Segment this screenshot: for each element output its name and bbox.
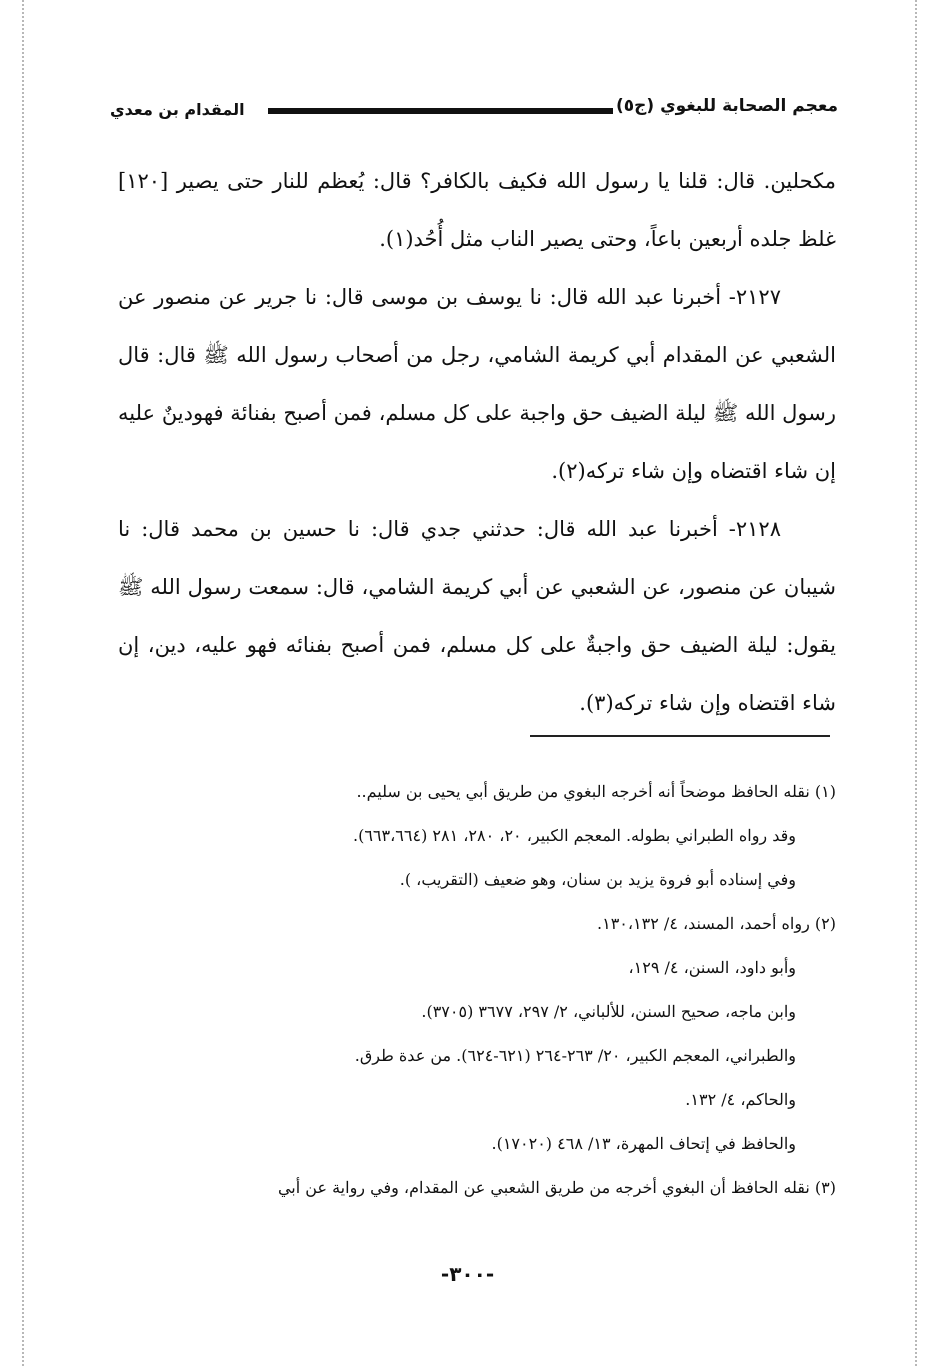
footnote-1-line-2: وقد رواه الطبراني بطوله. المعجم الكبير، ٢٠، ٢٨٠، ٢٨١ (٦٦٣،٦٦٤). xyxy=(353,826,796,845)
header-chapter-title: المقدام بن معدي xyxy=(110,100,245,119)
footnote-separator xyxy=(530,735,830,737)
footnote-1-line-3: وفي إسناده أبو فروة يزيد بن سنان، وهو ضعيف (التقريب، ). xyxy=(399,870,796,889)
running-header xyxy=(110,96,838,136)
footnote-3: (٣) نقله الحافظ أن البغوي أخرجه من طريق الشعبي عن المقدام، وفي رواية عن أبي xyxy=(277,1178,836,1197)
footnote-1: (١) نقله الحافظ موضحاً أنه أخرجه البغوي من طريق أبي يحيى بن سليم.. xyxy=(356,782,836,801)
main-text xyxy=(118,152,836,732)
footnotes xyxy=(150,770,836,1210)
paragraph-2128: ٢١٢٨- أخبرنا عبد الله قال: حدثني جدي قال: نا حسين بن محمد قال: نا شيبان عن منصور، عن الشعبي عن أبي كريمة الشامي، قال: سمعت رسول الله ﷺ يقول: ليلة الضيف حق واجبةٌ على كل مسلم، فمن أصبح بفنائه فهو عليه، دين، إن شاء اقتضاه وإن شاء تركه(٣). xyxy=(118,517,836,715)
scan-edge-left xyxy=(22,0,24,1366)
header-rule xyxy=(268,108,613,114)
page-number: -٣٠٠- xyxy=(440,1262,495,1286)
header-book-title: معجم الصحابة للبغوي (ج٥) xyxy=(615,96,838,116)
footnote-2-line-4: والطبراني، المعجم الكبير، ٢٠/ ٢٦٣-٢٦٤ (٦٢١-٦٢٤). من عدة طرق. xyxy=(354,1046,796,1065)
footnote-2-line-6: والحافظ في إتحاف المهرة، ١٣/ ٤٦٨ (١٧٠٢٠). xyxy=(491,1134,796,1153)
footnote-2-line-3: وابن ماجه، صحيح السنن، للألباني، ٢/ ٢٩٧، ٣٦٧٧ (٣٧٠٥). xyxy=(421,1002,796,1021)
footnote-2-line-2: وأبو داود، السنن، ٤/ ١٢٩، xyxy=(628,958,796,977)
scan-edge-right xyxy=(915,0,917,1366)
paragraph-1: مكحلين. قال: قلنا يا رسول الله فكيف بالكافر؟ قال: يُعظم للنار حتى يصير [١٢٠] غلظ جلده أربعين باعاً، وحتى يصير الناب مثل أُحُد(١). xyxy=(118,169,836,251)
footnote-2-line-5: والحاكم، ٤/ ١٣٢. xyxy=(685,1090,796,1109)
paragraph-2127: ٢١٢٧- أخبرنا عبد الله قال: نا يوسف بن موسى قال: نا جرير عن منصور عن الشعبي عن المقدام أبي كريمة الشامي، رجل من أصحاب رسول الله ﷺ قال: قال رسول الله ﷺ ليلة الضيف حق واجبة على كل مسلم، فمن أصبح بفنائة فهودينٌ عليه إن شاء اقتضاه وإن شاء تركه(٢). xyxy=(118,285,836,483)
footnote-2: (٢) رواه أحمد، المسند، ٤/ ١٣٠،١٣٢. xyxy=(597,914,836,933)
